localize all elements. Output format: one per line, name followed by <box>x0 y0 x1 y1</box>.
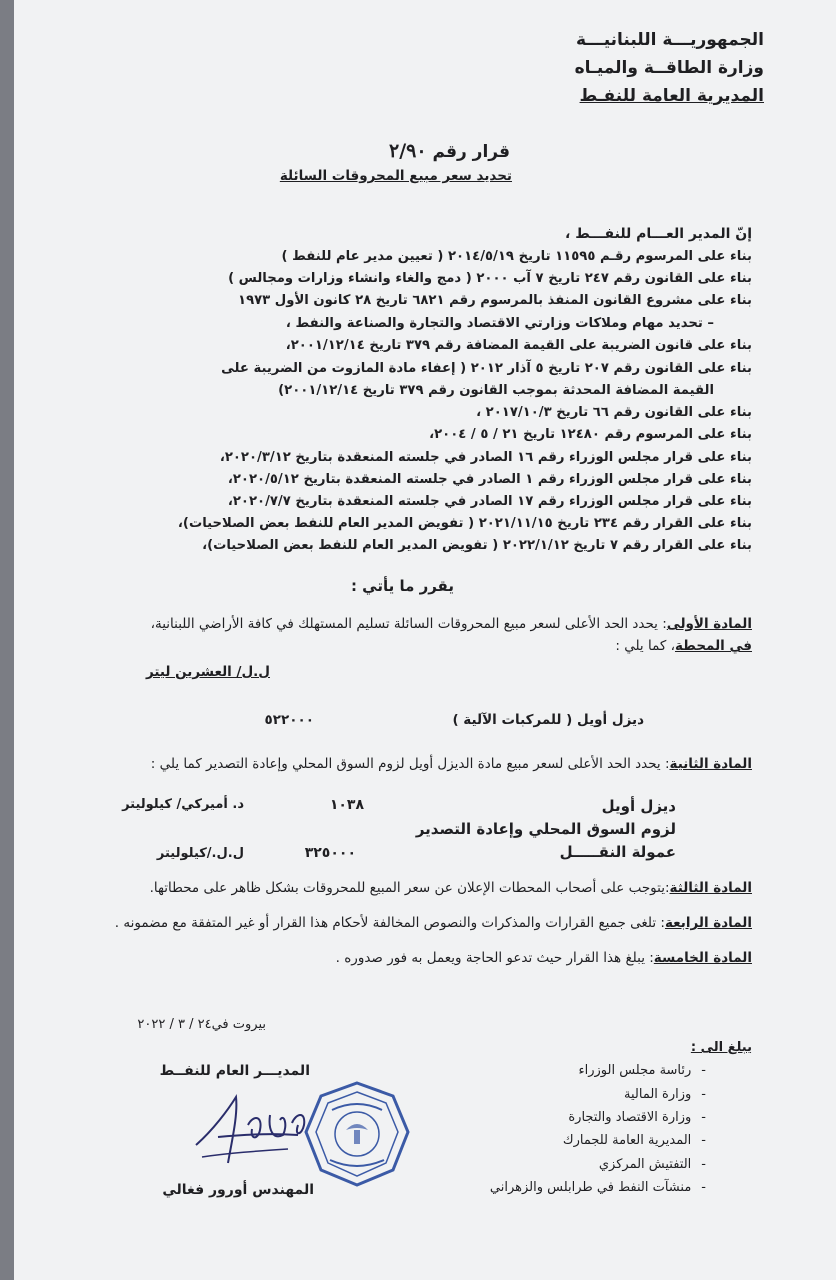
article-2-unit1: د. أميركي/ كيلوليتر <box>122 797 244 812</box>
consideration-line: بناء على قانون الضريبة على القيمة المضافة رقم ٣٧٩ تاريخ ٢٠٠١/١٢/١٤، <box>285 338 752 353</box>
distribution-item: -منشآت النفط في طرابلس والزهراني <box>489 1180 706 1195</box>
consideration-line: بناء على المرسوم رقـم ١١٥٩٥ تاريخ ٢٠١٤/٥/١٩ ( تعيين مدير عام للنفط ) <box>281 249 752 264</box>
consideration-line: القيمة المضافة المحدثة بموجب القانون رقم ٣٧٩ تاريخ ٢٠٠١/١٢/١٤) <box>278 383 714 398</box>
distribution-item-label: وزارة المالية <box>624 1087 692 1102</box>
article-1-label: المادة الأولى <box>666 616 752 632</box>
consideration-line: بناء على قرار مجلس الوزراء رقم ١ الصادر في جلسته المنعقدة بتاريخ ٢٠٢٠/٥/١٢، <box>227 472 752 487</box>
header-republic: الجمهوريـــة اللبنانيـــة <box>575 30 764 50</box>
distribution-item: -المديرية العامة للجمارك <box>562 1133 706 1148</box>
consideration-line: بناء على القرار رقم ٧ تاريخ ٢٠٢٢/١/١٢ ( تفويض المدير العام للنفط بعض الصلاحيات)، <box>202 538 752 553</box>
distribution-item-label: المديرية العامة للجمارك <box>562 1133 692 1148</box>
distribution-item: -وزارة المالية <box>624 1087 706 1102</box>
place-date: بيروت في٢٤ / ٣ / ٢٠٢٢ <box>137 1017 266 1032</box>
consideration-line: بناء على القانون رقم ٢٠٧ تاريخ ٥ آذار ٢٠١٢ ( إعفاء مادة المازوت من الضريبة على <box>221 361 752 376</box>
consideration-line: بناء على القانون رقم ٦٦ تاريخ ٢٠١٧/١٠/٣ ، <box>476 405 752 420</box>
article-3-text: :يتوجب على أصحاب المحطات الإعلان عن سعر المبيع للمحروقات بشكل ظاهر على محطاتها. <box>149 880 670 896</box>
article-3 <box>150 880 752 896</box>
header-ministry: وزارة الطاقــة والميـاه <box>574 58 764 78</box>
article-1-price: ٥٢٢٠٠٠ <box>264 712 314 728</box>
decides-heading: يقرر ما يأتي : <box>350 577 454 595</box>
signatory-title: المديـــر العام للنفــط <box>159 1063 310 1079</box>
handwritten-signature <box>188 1085 323 1175</box>
article-1-item: ديزل أويل ( للمركبات الآلية ) <box>452 712 644 728</box>
article-5 <box>336 950 752 966</box>
article-5-text: : يبلغ هذا القرار حيث تدعو الحاجة ويعمل به فور صدوره . <box>335 950 654 966</box>
consideration-line: بناء على مشروع القانون المنفذ بالمرسوم رقم ٦٨٢١ تاريخ ٢٨ كانون الأول ١٩٧٣ <box>238 293 752 308</box>
article-2-unit3: ل.ل./كيلوليتر <box>156 846 244 861</box>
distribution-item: -رئاسة مجلس الوزراء <box>578 1063 706 1078</box>
article-4 <box>115 915 752 931</box>
intro-line: إنّ المدير العـــام للنفـــط ، <box>565 226 752 242</box>
distribution-item-label: منشآت النفط في طرابلس والزهراني <box>489 1180 692 1195</box>
decision-title <box>389 140 510 162</box>
article-1-text: : يحدد الحد الأعلى لسعر مبيع المحروقات السائلة تسليم المستهلك في كافة الأراضي اللبنانية، <box>150 616 667 632</box>
decision-subject: تحديد سعر مبيع المحروقات السائلة <box>279 168 512 184</box>
consideration-line: بناء على القانون رقم ٢٤٧ تاريخ ٧ آب ٢٠٠٠ ( دمج والغاء وانشاء وزارات ومجالس ) <box>228 271 752 286</box>
article-1-line2 <box>615 638 752 654</box>
distribution-item-label: وزارة الاقتصاد والتجارة <box>568 1110 692 1125</box>
article-2-label: المادة الثانية <box>669 756 752 772</box>
distribution-item: -التفتيش المركزي <box>598 1157 706 1172</box>
article-2 <box>151 756 752 772</box>
decision-prefix: قرار رقم <box>432 142 510 162</box>
decision-number: ٢/٩٠ <box>389 140 427 162</box>
article-2-value1: ١٠٣٨ <box>329 797 364 813</box>
article-3-label: المادة الثالثة <box>669 880 752 896</box>
consideration-line: بناء على قرار مجلس الوزراء رقم ١٧ الصادر في جلسته المنعقدة بتاريخ ٢٠٢٠/٧/٧، <box>227 494 752 509</box>
consideration-line: بناء على قرار مجلس الوزراء رقم ١٦ الصادر في جلسته المنعقدة بتاريخ ٢٠٢٠/٣/١٢، <box>219 450 752 465</box>
signatory-name: المهندس أورور فغالي <box>162 1182 314 1198</box>
article-2-value3: ٣٢٥٠٠٠ <box>304 845 356 861</box>
consideration-line: بناء على القرار رقم ٢٣٤ تاريخ ٢٠٢١/١١/١٥ ( تفويض المدير العام للنفط بعض الصلاحيات)، <box>177 516 752 531</box>
article-2-item1: ديزل أويل <box>601 797 676 815</box>
distribution-item: -وزارة الاقتصاد والتجارة <box>568 1110 706 1125</box>
article-2-item2: لزوم السوق المحلي وإعادة التصدير <box>415 820 676 838</box>
consideration-line: بناء على المرسوم رقم ١٢٤٨٠ تاريخ ٢١ / ٥ / ٢٠٠٤، <box>429 427 752 442</box>
article-2-item3: عمولة النقـــــل <box>559 843 676 861</box>
article-1-unit: ل.ل/ العشرين ليتر <box>145 664 270 680</box>
consideration-line: – تحديد مهام وملاكات وزارتي الاقتصاد والتجارة والصناعة والنفط ، <box>285 316 714 331</box>
distribution-item-label: التفتيش المركزي <box>598 1157 692 1172</box>
article-1-text2: ، كما يلي : <box>615 638 675 654</box>
article-1 <box>151 616 752 632</box>
article-4-label: المادة الرابعة <box>664 915 752 931</box>
header-directorate: المديرية العامة للنفـط <box>579 86 764 106</box>
distribution-title: يبلغ الى : <box>690 1040 752 1055</box>
article-2-text: : يحدد الحد الأعلى لسعر مبيع مادة الديزل أويل لزوم السوق المحلي وإعادة التصدير كما يلي : <box>150 756 670 772</box>
article-5-label: المادة الخامسة <box>653 950 752 966</box>
article-4-text: : تلغى جميع القرارات والمذكرات والنصوص المخالفة لأحكام هذا القرار أو غير المتفقة مع مضمونه . <box>114 915 665 931</box>
article-1-station-label: في المحطة <box>674 638 752 654</box>
distribution-item-label: رئاسة مجلس الوزراء <box>578 1063 692 1078</box>
